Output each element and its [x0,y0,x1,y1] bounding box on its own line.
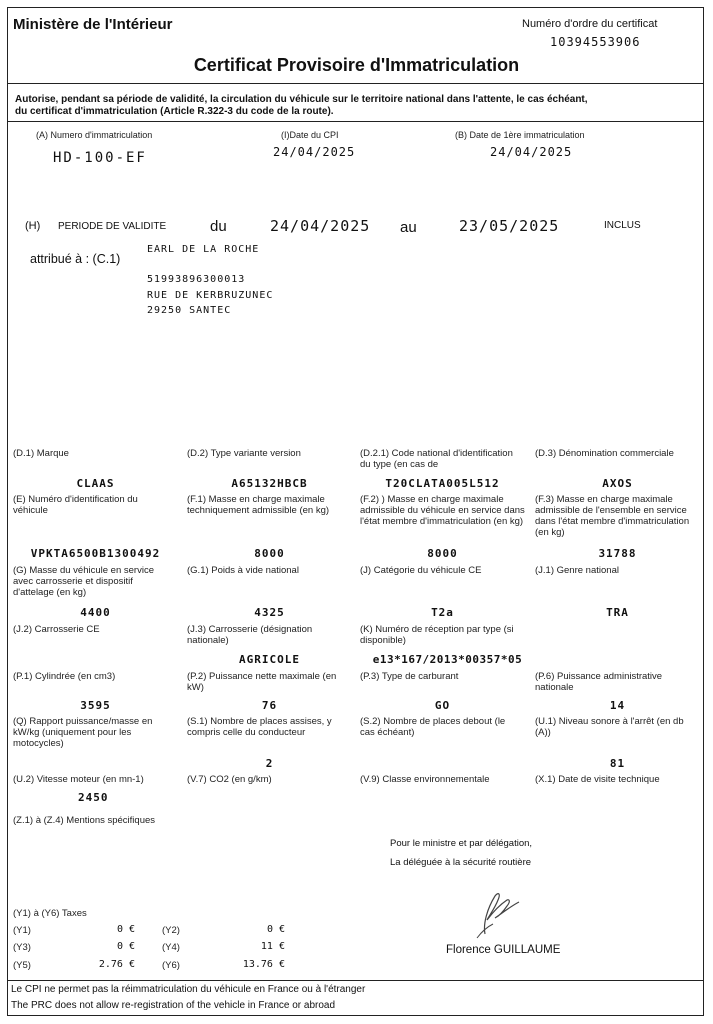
field-p3-value: GO [434,699,451,712]
first-registration-date: 24/04/2025 [490,145,573,159]
field-s1-value: 2 [265,757,274,770]
document-title: Certificat Provisoire d'Immatriculation [193,55,520,75]
registration-number: HD-100-EF [53,150,147,166]
field-d21-value: T20CLATA005L512 [385,477,500,490]
tax-y4-value: 11 € [260,941,285,952]
ministry-title: Ministère de l'Intérieur [13,16,173,33]
field-p6-value: 14 [609,699,626,712]
signature-line-2: La déléguée à la sécurité routière [390,857,532,868]
field-z-label: (Z.1) à (Z.4) Mentions spécifiques [13,815,156,826]
authorization-text: Autorise, pendant sa période de validité, la circulation du véhicule sur le territoire national dans l'attente, le cas échéant, [15,94,588,105]
field-j3-label: (J.3) Carrosserie (désignation nationale) [187,624,313,646]
field-f3-label: (F.3) Masse en charge maximale admissible de l'ensemble en service dans l'état membre d'immatriculation (en kg) [535,494,690,538]
field-d3-value: AXOS [602,477,633,490]
field-q-label: (Q) Rapport puissance/masse en kW/kg (uniquement pour les motocycles) [13,716,153,749]
tax-y6-value: 13.76 € [242,959,285,970]
field-f3-value: 31788 [598,547,637,560]
tax-y5-value: 2.76 € [98,959,135,970]
field-p2-value: 76 [261,699,278,712]
field-p6-label: (P.6) Puissance administrative nationale [535,671,663,693]
divider [7,83,704,84]
field-g-label: (G) Masse du véhicule en service avec carrosserie et dispositif d'attelage (en kg) [13,565,154,598]
field-j-value: T2a [431,606,454,619]
tax-y2-label: (Y2) [162,925,180,936]
footer-english: The PRC does not allow re-registration of the vehicle in France or abroad [11,1000,336,1011]
field-e-value: VPKTA6500B1300492 [30,547,161,560]
validity-inclusive: INCLUS [604,220,641,231]
field-p2-label: (P.2) Puissance nette maximale (en kW) [187,671,337,693]
validity-to-date: 23/05/2025 [459,217,560,235]
field-e-label: (E) Numéro d'identification du véhicule [13,494,138,516]
signatory-name: Florence GUILLAUME [446,944,561,956]
field-d2-label: (D.2) Type variante version [187,448,301,459]
field-p1-value: 3595 [80,699,111,712]
tax-y1-value: 0 € [116,924,135,935]
field-d2-value: A65132HBCB [231,477,308,490]
tax-y3-value: 0 € [116,941,135,952]
registration-number-label: (A) Numero d'immatriculation [36,130,153,140]
tax-y3-label: (Y3) [13,942,31,953]
holder-city: 29250 SANTEC [147,305,232,316]
field-f2-value: 8000 [427,547,458,560]
validity-label: PERIODE DE VALIDITE [58,221,167,232]
field-j3-value: AGRICOLE [239,653,300,666]
field-g1-label: (G.1) Poids à vide national [187,565,299,576]
field-u2-value: 2450 [78,791,109,804]
tax-y5-label: (Y5) [13,960,31,971]
holder-street: RUE DE KERBRUZUNEC [147,290,274,301]
field-f1-value: 8000 [254,547,285,560]
field-v7-label: (V.7) CO2 (en g/km) [187,774,272,785]
field-g-value: 4400 [80,606,111,619]
cpi-date: 24/04/2025 [273,145,356,159]
field-j1-value: TRA [606,606,629,619]
tax-y1-label: (Y1) [13,925,31,936]
taxes-title: (Y1) à (Y6) Taxes [13,908,87,919]
field-k-label: (K) Numéro de réception par type (si disponible) [360,624,514,646]
field-u2-label: (U.2) Vitesse moteur (en mn-1) [13,774,144,785]
field-p3-label: (P.3) Type de carburant [360,671,459,682]
field-x1-label: (X.1) Date de visite technique [535,774,660,785]
validity-code: (H) [25,220,41,232]
holder-siret: 51993896300013 [147,274,246,285]
field-f2-label: (F.2) ) Masse en charge maximale admissible du véhicule en service dans l'état membre d'immatriculation (en kg) [360,494,525,527]
field-s1-label: (S.1) Nombre de places assises, y compris celle du conducteur [187,716,332,738]
field-j1-label: (J.1) Genre national [535,565,619,576]
holder-name: EARL DE LA ROCHE [147,244,260,255]
field-d1-label: (D.1) Marque [13,448,69,459]
field-f1-label: (F.1) Masse en charge maximale techniquement admissible (en kg) [187,494,330,516]
field-j2-label: (J.2) Carrosserie CE [13,624,100,635]
validity-to-word: au [400,219,417,236]
validity-from-date: 24/04/2025 [270,217,371,235]
field-d3-label: (D.3) Dénomination commerciale [535,448,674,459]
footer-french: Le CPI ne permet pas la réimmatriculation du véhicule en France ou à l'étranger [11,984,366,995]
cpi-date-label: (I)Date du CPI [281,130,339,140]
field-p1-label: (P.1) Cylindrée (en cm3) [13,671,116,682]
first-registration-date-label: (B) Date de 1ère immatriculation [455,130,585,140]
field-s2-label: (S.2) Nombre de places debout (le cas échéant) [360,716,506,738]
field-g1-value: 4325 [254,606,285,619]
field-k-value: e13*167/2013*00357*05 [372,653,523,666]
divider [7,980,704,981]
holder-label: attribué à : (C.1) [30,252,121,266]
field-d1-value: CLAAS [76,477,115,490]
divider [7,121,704,122]
validity-from-word: du [210,218,227,235]
authorization-text-2: du certificat d'immatriculation (Article R.322-3 du code de la route). [15,106,334,117]
signature-image [465,884,525,944]
order-number: 10394553906 [550,35,641,49]
tax-y2-value: 0 € [266,924,285,935]
field-d21-label: (D.2.1) Code national d'identification du type (en cas de [360,448,513,470]
tax-y4-label: (Y4) [162,942,180,953]
tax-y6-label: (Y6) [162,960,180,971]
field-u1-label: (U.1) Niveau sonore à l'arrêt (en db (A)) [535,716,684,738]
field-j-label: (J) Catégorie du véhicule CE [360,565,482,576]
order-number-label: Numéro d'ordre du certificat [522,18,658,30]
field-u1-value: 81 [609,757,626,770]
signature-line-1: Pour le ministre et par délégation, [390,838,533,849]
field-v9-label: (V.9) Classe environnementale [360,774,490,785]
